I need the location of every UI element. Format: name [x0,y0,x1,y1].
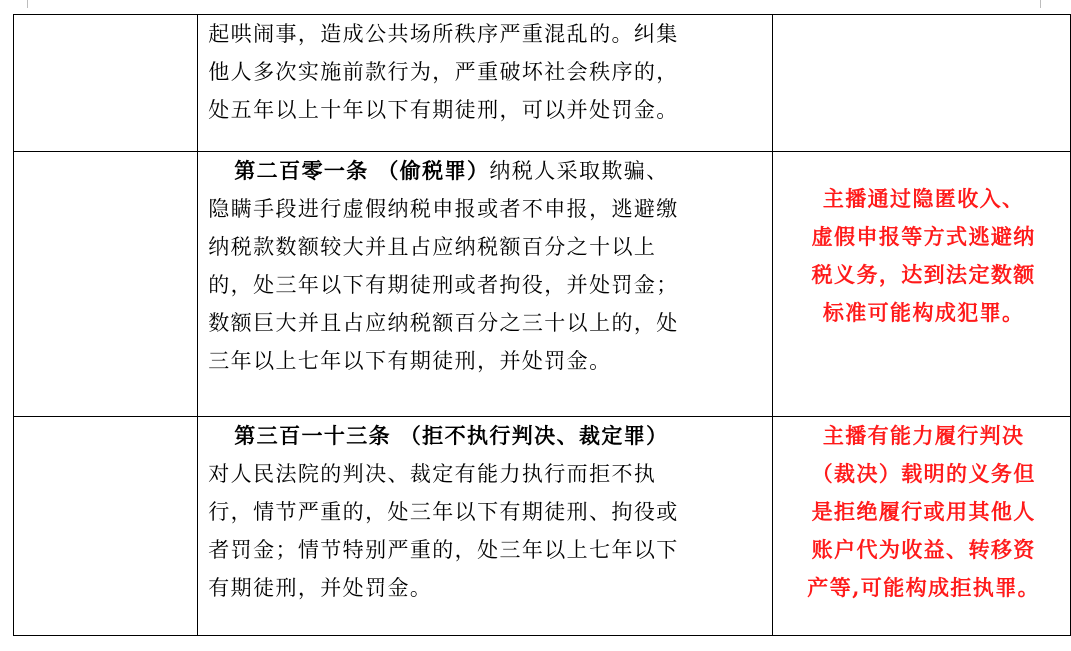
table-row [14,417,1071,636]
note-cell [773,417,1071,636]
law-line: 隐瞒手段进行虚假纳税申报或者不申报，逃避缴 [208,197,679,221]
law-line: 起哄闹事，造成公共场所秩序严重混乱的。纠集 [208,22,679,46]
law-line: 的，处三年以下有期徒刑或者拘役，并处罚金； [208,273,679,297]
note-line: 虚假申报等方式逃避纳 [811,224,1036,249]
note-line: 是拒绝履行或用其他人 [811,499,1036,524]
law-line: 纳税款数额较大并且占应纳税额百分之十以上 [208,235,657,259]
law-line: 行，情节严重的，处三年以下有期徒刑、拘役或 [208,500,679,524]
table-row [14,152,1071,417]
page-corner-mark-right [1040,0,1041,8]
table-row [14,15,1071,152]
law-line: 他人多次实施前款行为，严重破坏社会秩序的， [208,60,679,84]
note-line: 标准可能构成犯罪。 [822,300,1025,325]
law-line: 有期徒刑，并处罚金。 [208,576,433,600]
law-line: 者罚金；情节特别严重的，处三年以上七年以下 [208,538,679,562]
law-line: 对人民法院的判决、裁定有能力执行而拒不执 [208,462,657,486]
note-line: 主播有能力履行判决 [822,423,1025,448]
law-text-cell [198,15,773,152]
article-heading: 第三百一十三条 （拒不执行判决、裁定罪） [234,423,669,448]
note-line: 税义务，达到法定数额 [811,262,1036,287]
category-cell [14,417,198,636]
law-text-cell [198,152,773,417]
law-line: 处五年以上十年以下有期徒刑，可以并处罚金。 [208,98,679,122]
page-corner-mark-left [27,0,28,8]
article-heading: 第二百零一条 （偷税罪） [234,158,490,183]
note-cell [773,15,1071,152]
note-line: 账户代为收益、转移资 [811,537,1036,562]
note-line: 主播通过隐匿收入、 [822,186,1025,211]
note-line: （裁决）载明的义务但 [811,461,1036,486]
law-line: 三年以上七年以下有期徒刑，并处罚金。 [208,349,612,373]
law-text-cell [198,417,773,636]
law-line: 纳税人采取欺骗、 [489,159,669,183]
note-cell [773,152,1071,417]
note-line: 产等,可能构成拒执罪。 [807,575,1041,600]
category-cell [14,15,198,152]
category-cell [14,152,198,417]
law-comparison-table [13,14,1071,636]
law-line: 数额巨大并且占应纳税额百分之三十以上的，处 [208,311,679,335]
